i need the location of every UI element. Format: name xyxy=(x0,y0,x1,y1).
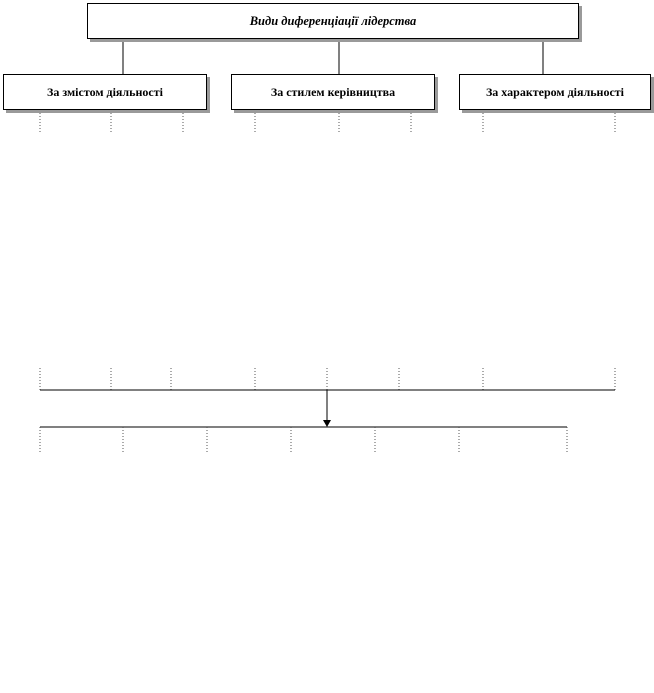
diagram-title: Види диференціації лідерства xyxy=(249,13,417,28)
category-label-content: За змістом діяльності xyxy=(47,84,163,99)
lower-bracket xyxy=(40,427,567,452)
category-box-content xyxy=(3,74,207,110)
category-box-character xyxy=(459,74,651,110)
category-label-style: За стилем керівництва xyxy=(270,84,396,99)
upper-bracket xyxy=(40,368,615,390)
category-label-character: За характером діяльності xyxy=(485,84,625,99)
category-stubs xyxy=(40,110,615,132)
diagram-title-box xyxy=(87,3,579,39)
arrow-down-icon xyxy=(323,420,331,427)
category-box-style xyxy=(231,74,435,110)
